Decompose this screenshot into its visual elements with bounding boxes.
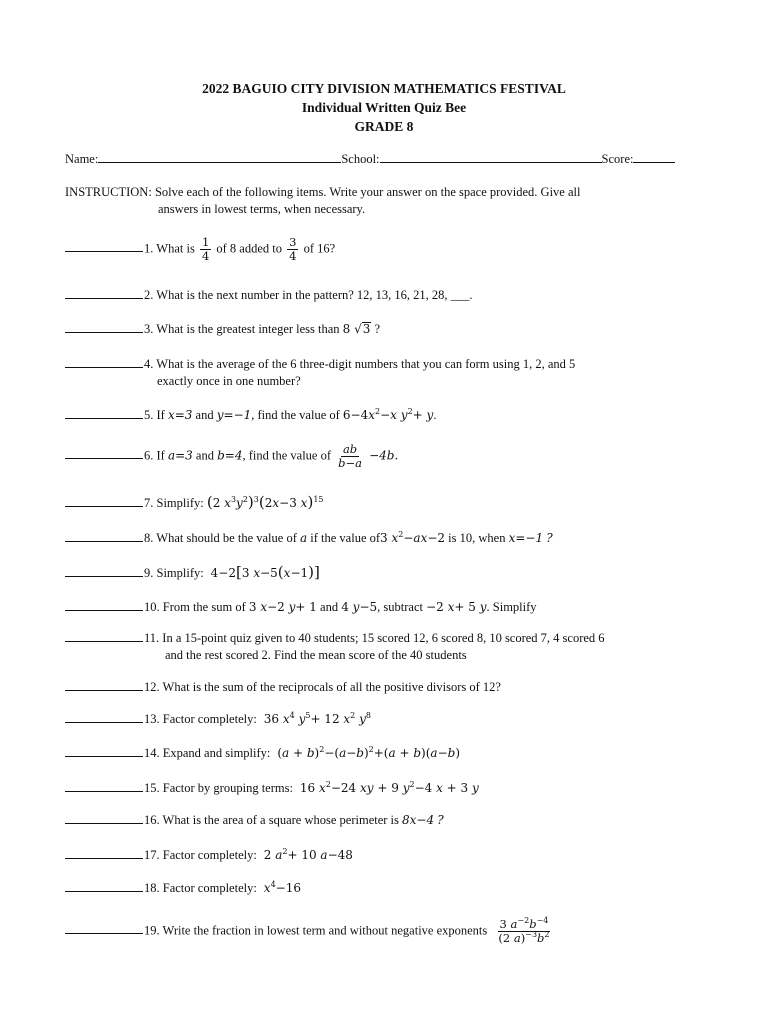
- question-5: 5. If x=3 and y=−1, find the value of $6-4x^2-x$ $y^2+ y$.: [65, 406, 715, 424]
- question-17: 17. Factor completely: 2 $a^2+ 10$ a−48: [65, 846, 715, 864]
- question-13: 13. Factor completely: 36 $x^4$ $y^5+ 12$ $x^2$ $y^8$: [65, 710, 715, 728]
- fraction-ab: $\frac{ab}{b-a}$: [338, 442, 362, 470]
- expression-q14: $(a + b)^2-(a-b)^2+(a + b)(a-b)$: [273, 745, 460, 760]
- expression-q13: 36 $x^4$ $y^5+ 12$ $x^2$ $y^8$: [259, 711, 371, 726]
- radical-expression: 8 √3: [342, 322, 371, 336]
- expression-q7: (2 $x^3y^2)^3(2x-3$ x)$^{15}$: [206, 493, 324, 511]
- question-3: 3. What is the greatest integer less than 8 √3 ?: [65, 320, 715, 338]
- info-row: [65, 150, 705, 167]
- question-7: 7. Simplify: (2 $x^3y^2)^3(2x-3$ x)$^{15}$: [65, 494, 715, 512]
- instruction-text-2: answers in lowest terms, when necessary.: [158, 202, 366, 216]
- answer-blank-10[interactable]: [65, 598, 143, 611]
- instruction-lead: INSTRUCTION:: [65, 185, 152, 199]
- answer-blank-6[interactable]: [65, 446, 143, 459]
- answer-blank-18[interactable]: [65, 879, 143, 892]
- answer-blank-1[interactable]: [65, 239, 143, 252]
- header-subtitle: Individual Written Quiz Bee: [301, 100, 467, 115]
- name-field[interactable]: [98, 150, 341, 163]
- question-15: 15. Factor by grouping terms: 16 $x^2-24$ xy + 9 $y^2-4$ x + 3 y: [65, 779, 715, 797]
- expression-q8: 3 $x^2-ax-2$: [380, 530, 446, 545]
- answer-blank-11[interactable]: [65, 629, 143, 642]
- answer-blank-13[interactable]: [65, 710, 143, 723]
- school-label: School:: [341, 152, 380, 166]
- answer-blank-7[interactable]: [65, 494, 143, 507]
- answer-blank-16[interactable]: [65, 811, 143, 824]
- answer-blank-8[interactable]: [65, 529, 143, 542]
- score-label: Score:: [601, 152, 634, 166]
- question-18: 18. Factor completely: $x^4-16$: [65, 879, 715, 897]
- answer-blank-15[interactable]: [65, 779, 143, 792]
- instruction-text-1: Solve each of the following items. Write your answer on the space provided. Give all: [154, 185, 581, 199]
- document-header: [0, 79, 768, 136]
- answer-blank-12[interactable]: [65, 678, 143, 691]
- question-8: 8. What should be the value of a if the value of3 $x^2-ax-2$ is 10, when x=−1 ?: [65, 529, 715, 547]
- question-1: 1. What is $\frac{1}{4}$ of 8 added to $\frac{3}{4}$ of 16?: [65, 236, 715, 263]
- question-19: 19. Write the fraction in lowest term and without negative exponents $\frac{3 a^{-2}b^{-4}}{(2 a)^{-3}b^2}$: [65, 918, 715, 945]
- question-12: 12. What is the sum of the reciprocals of all the positive divisors of 12?: [65, 678, 715, 696]
- question-16: 16. What is the area of a square whose perimeter is 8x−4 ?: [65, 811, 715, 829]
- answer-blank-2[interactable]: [65, 286, 143, 299]
- question-9: 9. Simplify: 4−2[3 x−5(x−1)]: [65, 564, 715, 582]
- expression-q18: $x^4-16$: [263, 880, 301, 895]
- expression-q15: 16 $x^2-24$ xy + 9 $y^2-4$ x + 3 y: [296, 780, 479, 795]
- fraction-three-fourths: $\frac{3}{4}$: [289, 235, 297, 263]
- header-title: 2022 BAGUIO CITY DIVISION MATHEMATICS FESTIVAL: [202, 81, 566, 96]
- fraction-one-fourth: $\frac{1}{4}$: [201, 235, 210, 263]
- expression-q5: $6-4x^2-x$ $y^2+ y$: [342, 407, 434, 422]
- expression-q9: 4−2[3 x−5(x−1)]: [206, 563, 320, 581]
- question-2: 2. What is the next number in the pattern? 12, 13, 16, 21, 28, ___.: [65, 286, 715, 304]
- school-field[interactable]: [380, 150, 602, 163]
- score-field[interactable]: [633, 150, 675, 163]
- question-10: 10. From the sum of 3 x−2 y+ 1 and 4 y−5, subtract −2 x+ 5 y. Simplify: [65, 598, 715, 616]
- answer-blank-17[interactable]: [65, 846, 143, 859]
- name-label: Name:: [65, 152, 99, 166]
- answer-blank-14[interactable]: [65, 744, 143, 757]
- fraction-q19: $\frac{3 a^{-2}b^{-4}}{(2 a)^{-3}b^2}$: [498, 916, 550, 945]
- answer-blank-3[interactable]: [65, 320, 143, 333]
- question-11: 11. In a 15-point quiz given to 40 students; 15 scored 12, 6 scored 8, 10 scored 7, 4 scored 6 and the rest scored 2. Find the mean score of the 40 students: [65, 629, 715, 664]
- header-grade: GRADE 8: [354, 119, 414, 134]
- answer-blank-5[interactable]: [65, 406, 143, 419]
- expression-q17: 2 $a^2+ 10$ a−48: [259, 847, 353, 862]
- answer-blank-4[interactable]: [65, 355, 143, 368]
- question-4: 4. What is the average of the 6 three-digit numbers that you can form using 1, 2, and 5 exactly once in one number?: [65, 355, 715, 390]
- instruction-block: [65, 184, 705, 218]
- answer-blank-9[interactable]: [65, 564, 143, 577]
- question-6: 6. If a=3 and b=4, find the value of $\frac{ab}{b-a}$ −4b.: [65, 443, 715, 470]
- answer-blank-19[interactable]: [65, 921, 143, 934]
- question-14: 14. Expand and simplify: $(a + b)^2-(a-b)^2+(a + b)(a-b)$: [65, 744, 715, 762]
